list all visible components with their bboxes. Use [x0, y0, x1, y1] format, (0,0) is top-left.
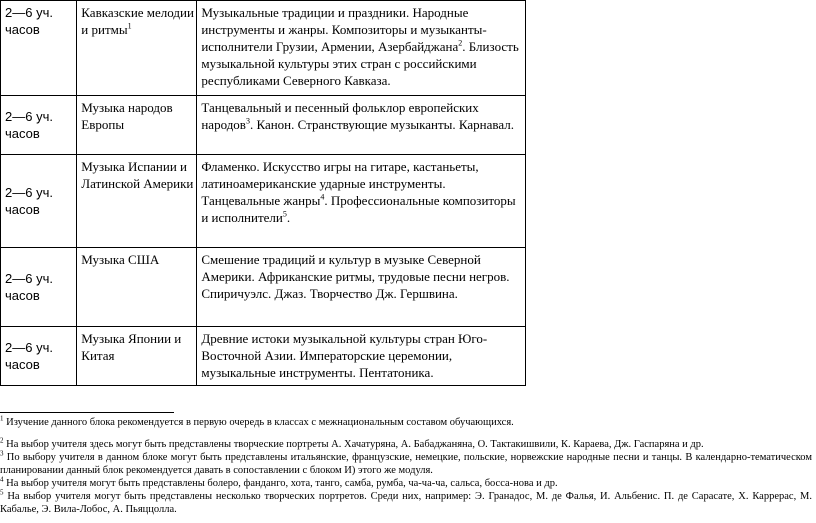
hours-unit: часов [5, 288, 40, 303]
footnote-text: По выбору учителя в данном блоке могут быть представлены итальянские, французские, немецкие, польские, норвежские народные песни и танцы. В календарно-тематическом планировании данный блок рекомендуется давать в сопоставлении с блоком И) этого же модуля. [0, 452, 812, 476]
topic-cell [77, 155, 197, 248]
topic-cell [77, 327, 197, 386]
footnote-item [0, 451, 812, 477]
footnote-text: На выбор учителя могут быть представлены несколько творческих портретов. Среди них, например: Э. Гранадос, М. де Фалья, И. Альбенис. П. де Сарасате, Х. Каррерас, М. Кабалье, Э. Вила-Лобос, А. Пьяццолла. [0, 491, 812, 515]
footnotes [0, 416, 812, 516]
topic-title: Музыка народов Европы [81, 100, 173, 132]
footnote-number: 3 [0, 449, 4, 458]
hours-unit: часов [5, 202, 40, 217]
topic-title: Музыка Японии и Китая [81, 331, 182, 363]
table-row [1, 1, 526, 96]
hours-unit: часов [5, 126, 40, 141]
footnote-ref[interactable]: 3 [245, 116, 250, 126]
footnote-ref[interactable]: 2 [458, 38, 463, 48]
hours-cell [1, 327, 77, 386]
topic-cell [77, 96, 197, 155]
hours-value: 2—6 уч. [5, 271, 53, 286]
content-text: Танцевальный и песенный фольклор европейских народов [201, 100, 479, 132]
footnote-text: На выбор учителя могут быть представлены болеро, фанданго, хота, танго, самба, румба, ча-ча-ча, сальса, босса-нова и др. [3, 478, 558, 489]
footnote-ref[interactable]: 5 [282, 209, 287, 219]
footnote-number: 4 [0, 475, 4, 484]
topic-cell [77, 1, 197, 96]
content-text: . Близость музыкальной культуры этих стран с российскими республиками Северного Кавказа. [201, 39, 519, 88]
hours-cell [1, 96, 77, 155]
content-text: . Профессиональные композиторы и исполнители [201, 193, 516, 225]
table-row [1, 248, 526, 327]
footnote-number: 5 [0, 488, 4, 497]
content-cell [197, 1, 526, 96]
content-text: Фламенко. Искусство игры на гитаре, кастаньеты, латиноамериканские ударные инструменты. Танцевальные жанры [201, 159, 479, 208]
hours-cell [1, 155, 77, 248]
footnote-ref[interactable]: 4 [320, 192, 325, 202]
topic-title: Кавказские мелодии и ритмы [81, 5, 194, 37]
footnote-item [0, 438, 812, 451]
footnote-separator [0, 412, 174, 413]
content-text: . Канон. Странствующие музыканты. Карнавал. [249, 117, 514, 132]
hours-value: 2—6 уч. [5, 340, 53, 355]
topic-cell [77, 248, 197, 327]
hours-cell [1, 248, 77, 327]
hours-unit: часов [5, 22, 40, 37]
footnote-item [0, 477, 812, 490]
hours-cell [1, 1, 77, 96]
footnote-item [0, 490, 812, 516]
topic-title: Музыка США [81, 252, 160, 267]
content-cell [197, 96, 526, 155]
content-text: Древние истоки музыкальной культуры стран Юго-Восточной Азии. Императорские церемонии, музыкальные инструменты. Пентатоника. [201, 331, 488, 380]
footnote-item [0, 416, 812, 429]
footnote-text: На выбор учителя здесь могут быть представлены творческие портреты А. Хачатуряна, А. Бабаджаняна, О. Тактакишвили, К. Караева, Дж. Гаспаряна и др. [3, 439, 704, 450]
footnote-number: 2 [0, 436, 4, 445]
content-cell [197, 248, 526, 327]
content-text: . [286, 210, 291, 225]
hours-value: 2—6 уч. [5, 109, 53, 124]
content-cell [197, 327, 526, 386]
footnote-number: 1 [0, 414, 4, 423]
footnote-ref[interactable]: 1 [127, 21, 132, 31]
hours-value: 2—6 уч. [5, 185, 53, 200]
content-text: Музыкальные традиции и праздники. Народные инструменты и жанры. Композиторы и музыканты-исполнители Грузии, Армении, Азербайджана [201, 5, 487, 54]
hours-unit: часов [5, 357, 40, 372]
footnote-text: Изучение данного блока рекомендуется в первую очередь в классах с межнациональным составом обучающихся. [3, 417, 514, 428]
topic-title: Музыка Испании и Латинской Америки [81, 159, 194, 191]
table-row [1, 96, 526, 155]
table-row [1, 327, 526, 386]
content-text: Смешение традиций и культур в музыке Северной Америки. Африканские ритмы, трудовые песни негров. Спиричуэлс. Джаз. Творчество Дж. Гершвина. [201, 252, 510, 301]
table-row [1, 155, 526, 248]
curriculum-table [0, 0, 526, 386]
hours-value: 2—6 уч. [5, 5, 53, 20]
content-cell [197, 155, 526, 248]
